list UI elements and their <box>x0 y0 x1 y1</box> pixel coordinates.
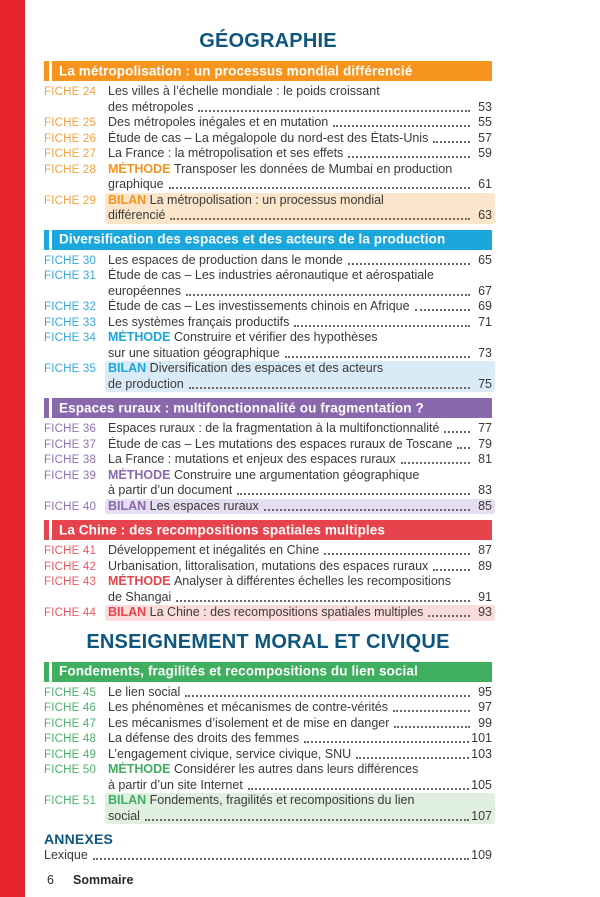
page-number: 95 <box>478 684 492 699</box>
entry-line <box>108 421 492 437</box>
toc-entry[interactable] <box>44 685 492 701</box>
toc-entry[interactable] <box>44 452 492 468</box>
entry-text: BILAN Diversification des espaces et des acteurs <box>108 361 384 375</box>
fiche-label: FICHE 25 <box>44 117 97 129</box>
section-banner <box>44 662 492 682</box>
annexes-heading: ANNEXES <box>44 831 114 847</box>
entry-text: Des métropoles inégales et en mutation <box>108 115 329 129</box>
fiche-label: FICHE 31 <box>44 270 97 282</box>
entry-line <box>108 543 492 559</box>
methode-tag: MÉTHODE <box>108 161 171 176</box>
entry-content <box>108 146 492 162</box>
entry-content <box>108 299 492 315</box>
toc-entry[interactable] <box>44 499 492 515</box>
page-number: 77 <box>478 421 492 435</box>
toc-entry[interactable] <box>44 468 492 499</box>
page-footer <box>44 873 492 887</box>
entry-line <box>108 778 492 794</box>
entry-text: de production <box>108 376 184 391</box>
entry-text: Espaces ruraux : de la fragmentation à la multifonctionnalité <box>108 421 440 435</box>
dot-leader <box>348 263 470 265</box>
fiche-label: FICHE 39 <box>44 469 97 482</box>
entry-text: Les systèmes français productifs <box>108 314 290 329</box>
dot-leader <box>333 125 470 127</box>
entry-content <box>108 747 492 763</box>
fiche-label: FICHE 41 <box>44 545 97 557</box>
entry-text: Les espaces de production dans le monde <box>108 252 343 267</box>
entry-line <box>108 284 492 300</box>
toc-section <box>44 230 492 393</box>
toc-section <box>44 61 492 224</box>
red-spine <box>0 0 25 897</box>
entry-text: Urbanisation, littoralisation, mutations des espaces ruraux <box>108 558 429 573</box>
fiche-label: FICHE 40 <box>44 500 97 513</box>
entry-line <box>108 115 492 131</box>
entry-line <box>108 268 492 284</box>
dot-leader <box>433 569 470 571</box>
page-number: 55 <box>478 115 492 129</box>
entry-content <box>105 793 495 824</box>
entry-line <box>108 452 492 468</box>
page-number: 93 <box>478 605 492 619</box>
fiche-label: FICHE 49 <box>44 748 97 761</box>
entry-content <box>108 115 492 131</box>
entry-text: Les mécanismes d’isolement et de mise en danger <box>108 715 390 730</box>
page-number: 69 <box>478 299 492 313</box>
entry-content <box>108 253 492 269</box>
entry-line <box>108 299 492 315</box>
entry-content <box>108 543 492 559</box>
dot-leader <box>189 387 470 389</box>
section-banner-title: La Chine : des recompositions spatiales multiples <box>59 522 385 537</box>
toc-entry[interactable] <box>44 793 492 824</box>
entry-text: Étude de cas – Les industries aéronautique et aérospatiale <box>108 268 434 282</box>
page-number: 53 <box>478 99 492 114</box>
entry-content <box>105 193 495 224</box>
entry-content <box>108 421 492 437</box>
entry-text: graphique <box>108 177 164 191</box>
fiche-label: FICHE 51 <box>44 795 97 807</box>
dot-leader <box>185 695 470 697</box>
page-number: 97 <box>478 700 492 714</box>
page-number: 61 <box>478 177 492 191</box>
entry-line <box>108 574 492 590</box>
bilan-tag: BILAN <box>108 192 147 207</box>
toc-entry[interactable] <box>44 315 492 331</box>
entry-line <box>108 605 492 621</box>
entry-line <box>108 377 492 393</box>
entry-text: La défense des droits des femmes <box>108 731 300 745</box>
entry-content <box>108 452 492 468</box>
methode-tag: MÉTHODE <box>108 574 171 588</box>
toc-entry[interactable] <box>44 437 492 453</box>
entry-text: Les villes à l’échelle mondiale : le poids croissant <box>108 84 380 98</box>
entry-text: des métropoles <box>108 99 194 114</box>
fiche-label: FICHE 30 <box>44 254 97 267</box>
fiche-label: FICHE 24 <box>44 86 97 98</box>
toc-entry[interactable] <box>44 193 492 224</box>
fiche-label: FICHE 36 <box>44 423 97 435</box>
dot-leader <box>176 600 470 602</box>
entry-text: BILAN La métropolisation : un processus mondial <box>108 192 384 207</box>
entry-line <box>108 208 492 224</box>
entry-line <box>108 716 492 732</box>
fiche-label: FICHE 38 <box>44 454 97 466</box>
fiche-label: FICHE 37 <box>44 438 97 451</box>
entry-content <box>108 437 492 453</box>
entry-text: BILAN Fondements, fragilités et recompositions du lien <box>108 793 415 807</box>
entry-text: MÉTHODE Construire et vérifier des hypothèses <box>108 330 378 344</box>
toc-entry[interactable] <box>44 146 492 162</box>
section-banner <box>44 520 492 540</box>
toc-entry[interactable] <box>44 361 492 392</box>
page-number: 81 <box>478 452 492 466</box>
page-number: 91 <box>478 589 492 604</box>
page-number: 85 <box>478 498 492 513</box>
dot-leader <box>294 325 470 327</box>
footer-page-number: 6 <box>47 872 54 887</box>
toc-entry[interactable] <box>44 716 492 732</box>
entry-text: à partir d’un document <box>108 483 233 497</box>
entry-text: Étude de cas – La mégalopole du nord-est des États-Unis <box>108 130 429 145</box>
entry-line <box>108 315 492 331</box>
dot-leader <box>304 741 469 743</box>
entry-text: européennes <box>108 283 181 298</box>
section-banner <box>44 61 492 81</box>
page-number: 103 <box>471 746 492 761</box>
dot-leader <box>393 710 470 712</box>
dot-leader <box>198 110 470 112</box>
entry-text: Étude de cas – Les mutations des espaces ruraux de Toscane <box>108 436 453 451</box>
toc-entry[interactable] <box>44 605 492 621</box>
geography-title: GÉOGRAPHIE <box>199 30 337 52</box>
page-number: 75 <box>478 376 492 391</box>
toc-entry[interactable] <box>44 559 492 575</box>
entry-text: La France : mutations et enjeux des espaces ruraux <box>108 452 396 466</box>
entry-content <box>108 762 492 793</box>
fiche-label: FICHE 33 <box>44 316 97 329</box>
toc-entry[interactable] <box>44 421 492 437</box>
entry-line <box>108 253 492 269</box>
entry-line <box>108 177 492 193</box>
dot-leader <box>324 553 470 555</box>
toc-entry[interactable] <box>44 543 492 559</box>
page-number: 71 <box>478 314 492 329</box>
entry-text: BILAN La Chine : des recompositions spatiales multiples <box>108 605 424 619</box>
dot-leader <box>433 141 470 143</box>
dot-leader <box>186 294 470 296</box>
toc-entry[interactable] <box>44 131 492 147</box>
dot-leader <box>145 819 469 821</box>
page-number: 89 <box>478 558 492 573</box>
fiche-label: FICHE 47 <box>44 717 97 730</box>
entry-line <box>108 468 492 484</box>
toc-entry[interactable] <box>44 574 492 605</box>
fiche-label: FICHE 43 <box>44 576 97 588</box>
entry-line <box>108 747 492 763</box>
entry-text: différencié <box>108 208 166 222</box>
section-banner <box>44 230 492 250</box>
page-number: 107 <box>471 808 492 823</box>
page-number: 57 <box>478 130 492 145</box>
section-banner-title: La métropolisation : un processus mondial différencié <box>59 63 413 78</box>
page-number: 83 <box>478 483 492 497</box>
entry-text: Développement et inégalités en Chine <box>108 543 320 557</box>
page-number: 99 <box>478 715 492 730</box>
dot-leader <box>348 156 470 158</box>
page-number: 65 <box>478 252 492 267</box>
entry-line <box>108 84 492 100</box>
dot-leader <box>264 509 470 511</box>
fiche-label: FICHE 48 <box>44 733 97 745</box>
toc-entry[interactable] <box>44 700 492 716</box>
entry-content <box>108 716 492 732</box>
toc-entry[interactable] <box>44 747 492 763</box>
toc-section <box>44 520 492 621</box>
entry-line <box>108 700 492 716</box>
entry-content <box>108 315 492 331</box>
toc-entry[interactable] <box>44 268 492 299</box>
summary-page <box>44 0 492 887</box>
toc-entry[interactable] <box>44 162 492 193</box>
entry-content <box>108 330 492 361</box>
fiche-label: FICHE 45 <box>44 686 97 699</box>
methode-tag: MÉTHODE <box>108 330 171 344</box>
dot-leader <box>285 356 470 358</box>
entry-line <box>108 131 492 147</box>
entry-text: L’engagement civique, service civique, SNU <box>108 746 352 761</box>
entry-content <box>108 559 492 575</box>
entry-content <box>105 361 495 392</box>
entry-text: sur une situation géographique <box>108 345 280 360</box>
entry-line <box>108 559 492 575</box>
page-number: 87 <box>478 543 492 557</box>
entry-line <box>108 330 492 346</box>
entry-content <box>105 605 495 621</box>
entry-line <box>108 437 492 453</box>
entry-content <box>108 685 492 701</box>
bilan-tag: BILAN <box>108 793 147 807</box>
page-number: 105 <box>471 777 492 792</box>
emc-title: ENSEIGNEMENT MORAL ET CIVIQUE <box>86 630 450 653</box>
entry-line <box>108 590 492 606</box>
page-number: 63 <box>478 208 492 222</box>
methode-tag: MÉTHODE <box>108 762 171 776</box>
bilan-tag: BILAN <box>108 361 147 375</box>
dot-leader <box>356 757 469 759</box>
fiche-label: FICHE 27 <box>44 148 97 160</box>
dot-leader <box>457 447 470 449</box>
toc-entry[interactable] <box>44 253 492 269</box>
section-banner-title: Espaces ruraux : multifonctionnalité ou fragmentation ? <box>59 400 424 415</box>
toc-entry[interactable] <box>44 299 492 315</box>
dot-leader <box>415 309 470 311</box>
entry-line <box>108 731 492 747</box>
dot-leader <box>401 462 470 464</box>
entry-line <box>108 193 492 209</box>
entry-text: BILAN Les espaces ruraux <box>108 498 259 513</box>
fiche-label: FICHE 34 <box>44 332 97 344</box>
methode-tag: MÉTHODE <box>108 467 171 482</box>
toc-entry[interactable] <box>44 848 492 864</box>
entry-line <box>108 361 492 377</box>
entry-content <box>108 731 492 747</box>
bilan-tag: BILAN <box>108 605 147 619</box>
entry-line <box>108 499 492 515</box>
entry-text: social <box>108 808 140 823</box>
entry-line <box>108 809 492 825</box>
section-banner-title: Diversification des espaces et des acteurs de la production <box>59 231 446 247</box>
dot-leader <box>428 615 470 617</box>
toc-entry[interactable] <box>44 84 492 115</box>
fiche-label: FICHE 50 <box>44 764 97 776</box>
emc-sections <box>44 662 492 825</box>
page-number: 109 <box>471 848 492 862</box>
entry-content <box>108 84 492 115</box>
dot-leader <box>248 788 469 790</box>
toc-entry[interactable] <box>44 731 492 747</box>
toc-section <box>44 398 492 514</box>
dot-leader <box>93 858 469 860</box>
entry-content <box>108 162 492 193</box>
entry-text: Étude de cas – Les investissements chinois en Afrique <box>108 299 410 313</box>
fiche-label: FICHE 46 <box>44 702 97 714</box>
entry-line <box>108 793 492 809</box>
entry-text: de Shangai <box>108 589 172 604</box>
entry-text: La France : la métropolisation et ses effets <box>108 146 344 160</box>
entry-content <box>108 700 492 716</box>
page-number: 67 <box>478 283 492 298</box>
toc-section <box>44 662 492 825</box>
fiche-label: FICHE 28 <box>44 163 97 176</box>
fiche-label: FICHE 29 <box>44 194 97 207</box>
dot-leader <box>170 218 470 220</box>
entry-line <box>108 146 492 162</box>
entry-line <box>108 346 492 362</box>
entry-text: Lexique <box>44 848 88 862</box>
entry-content <box>108 574 492 605</box>
annexes-block <box>44 830 492 864</box>
footer-label: Sommaire <box>73 872 134 887</box>
dot-leader <box>237 493 470 495</box>
dot-leader <box>394 726 470 728</box>
toc-entry[interactable] <box>44 762 492 793</box>
page-number: 101 <box>471 731 492 745</box>
entry-line <box>108 762 492 778</box>
toc-entry[interactable] <box>44 115 492 131</box>
entry-text: à partir d’un site Internet <box>108 777 243 792</box>
entry-text: Le lien social <box>108 684 181 699</box>
entry-content <box>105 499 495 515</box>
entry-text: MÉTHODE Construire une argumentation géographique <box>108 467 420 482</box>
geography-sections <box>44 61 492 621</box>
dot-leader <box>444 431 470 433</box>
page-number: 59 <box>478 146 492 160</box>
fiche-label: FICHE 32 <box>44 301 97 313</box>
entry-text: MÉTHODE Transposer les données de Mumbai en production <box>108 161 453 176</box>
entry-line <box>108 162 492 178</box>
page-number: 73 <box>478 345 492 360</box>
section-banner-title: Fondements, fragilités et recompositions du lien social <box>59 663 418 679</box>
toc-entry[interactable] <box>44 330 492 361</box>
fiche-label: FICHE 44 <box>44 607 97 619</box>
section-banner <box>44 398 492 418</box>
page-number: 79 <box>478 436 492 451</box>
entry-content <box>108 268 492 299</box>
entry-line <box>108 100 492 116</box>
entry-content <box>108 468 492 499</box>
fiche-label: FICHE 42 <box>44 560 97 573</box>
entry-content <box>108 131 492 147</box>
dot-leader <box>169 187 470 189</box>
entry-text: MÉTHODE Analyser à différentes échelles les recompositions <box>108 574 451 588</box>
entry-line <box>108 685 492 701</box>
entry-line <box>108 483 492 499</box>
entry-text: MÉTHODE Considérer les autres dans leurs différences <box>108 762 419 776</box>
fiche-label: FICHE 35 <box>44 363 97 375</box>
bilan-tag: BILAN <box>108 498 147 513</box>
fiche-label: FICHE 26 <box>44 132 97 145</box>
entry-text: Les phénomènes et mécanismes de contre-vérités <box>108 700 389 714</box>
